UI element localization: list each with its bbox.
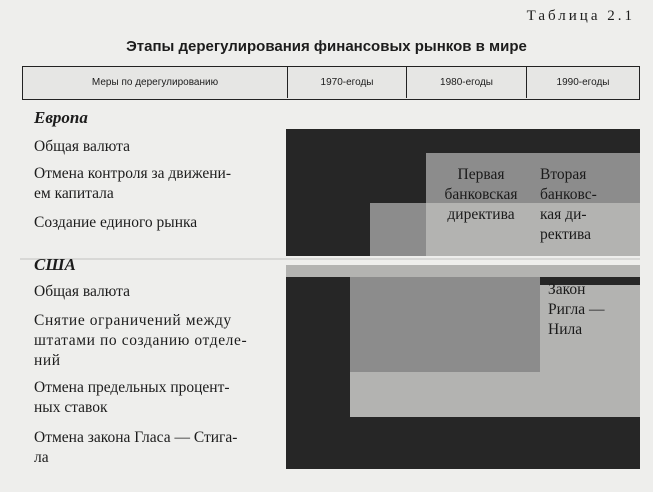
header-1970s xyxy=(288,67,407,98)
riegle-neal-line1: Закон xyxy=(548,281,586,298)
table-header-row xyxy=(22,66,640,100)
usa-row-2-line2: штатами по созданию отделе- xyxy=(34,332,248,349)
table-title: Этапы дерегулирования финансовых рынков в мире xyxy=(126,38,527,55)
second-directive-line4: ректива xyxy=(540,226,592,243)
second-directive-line3: кая ди- xyxy=(540,206,587,223)
usa-row-4-line1: Отмена закона Гласа — Стига- xyxy=(34,429,238,446)
usa-row-glass-steagall xyxy=(34,428,237,468)
first-directive-line3: директива xyxy=(447,206,515,223)
europe-first-directive-label xyxy=(428,165,534,225)
second-directive-line2: банковс- xyxy=(540,186,597,203)
header-1990s-line1: 1990-е xyxy=(556,77,588,88)
table-number-label: Таблица 2.1 xyxy=(526,8,635,24)
header-1980s xyxy=(407,67,527,98)
europe-row-capital-control xyxy=(34,164,231,204)
europe-heading: Европа xyxy=(34,108,88,127)
header-1970s-line2: годы xyxy=(351,77,374,88)
usa-row-common-currency xyxy=(34,282,130,302)
header-1980s-line2: годы xyxy=(471,77,493,88)
europe-second-directive-label xyxy=(540,165,640,245)
usa-bar-dark-left xyxy=(286,277,350,417)
section-divider xyxy=(20,258,640,260)
header-1980s-line1: 1980-е xyxy=(440,77,472,88)
second-directive-line1: Вторая xyxy=(540,166,587,183)
europe-row-2-line2: ем капитала xyxy=(34,185,114,202)
first-directive-line1: Первая xyxy=(457,166,505,183)
usa-row-1-line1: Общая валюта xyxy=(34,283,130,300)
riegle-neal-line3: Нила xyxy=(548,321,583,338)
header-1990s-line2: годы xyxy=(587,77,610,88)
header-1970s-line1: 1970-е xyxy=(320,77,352,88)
usa-row-3-line2: ных ставок xyxy=(34,399,108,416)
usa-row-2-line3: ний xyxy=(34,352,61,369)
usa-row-interstate-branching xyxy=(34,311,247,371)
usa-heading: США xyxy=(34,255,76,274)
first-directive-line2: банковская xyxy=(444,186,518,203)
header-1990s xyxy=(527,67,639,98)
usa-bar-glass-steagall xyxy=(286,417,640,469)
europe-row-single-market xyxy=(34,213,197,233)
europe-row-common-currency xyxy=(34,137,130,157)
europe-row-2-line1: Отмена контроля за движени- xyxy=(34,165,232,182)
usa-row-4-line2: ла xyxy=(34,449,49,466)
header-measures: Меры по дерегулированию xyxy=(23,67,288,98)
riegle-neal-line2: Ригла — xyxy=(548,301,605,318)
usa-bar-mid-block xyxy=(350,277,540,372)
europe-bar-mid-step xyxy=(370,203,426,256)
europe-bar-common-currency xyxy=(286,129,640,153)
europe-row-1-line1: Общая валюта xyxy=(34,138,130,155)
usa-row-2-line1: Снятие ограничений между xyxy=(34,312,232,329)
usa-row-interest-caps xyxy=(34,378,230,418)
usa-bar-light-lower xyxy=(350,372,540,417)
usa-bar-light-top xyxy=(286,265,640,277)
usa-row-3-line1: Отмена предельных процент- xyxy=(34,379,230,396)
usa-riegle-neal-label xyxy=(548,280,638,340)
europe-row-3-line1: Создание единого рынка xyxy=(34,214,198,231)
